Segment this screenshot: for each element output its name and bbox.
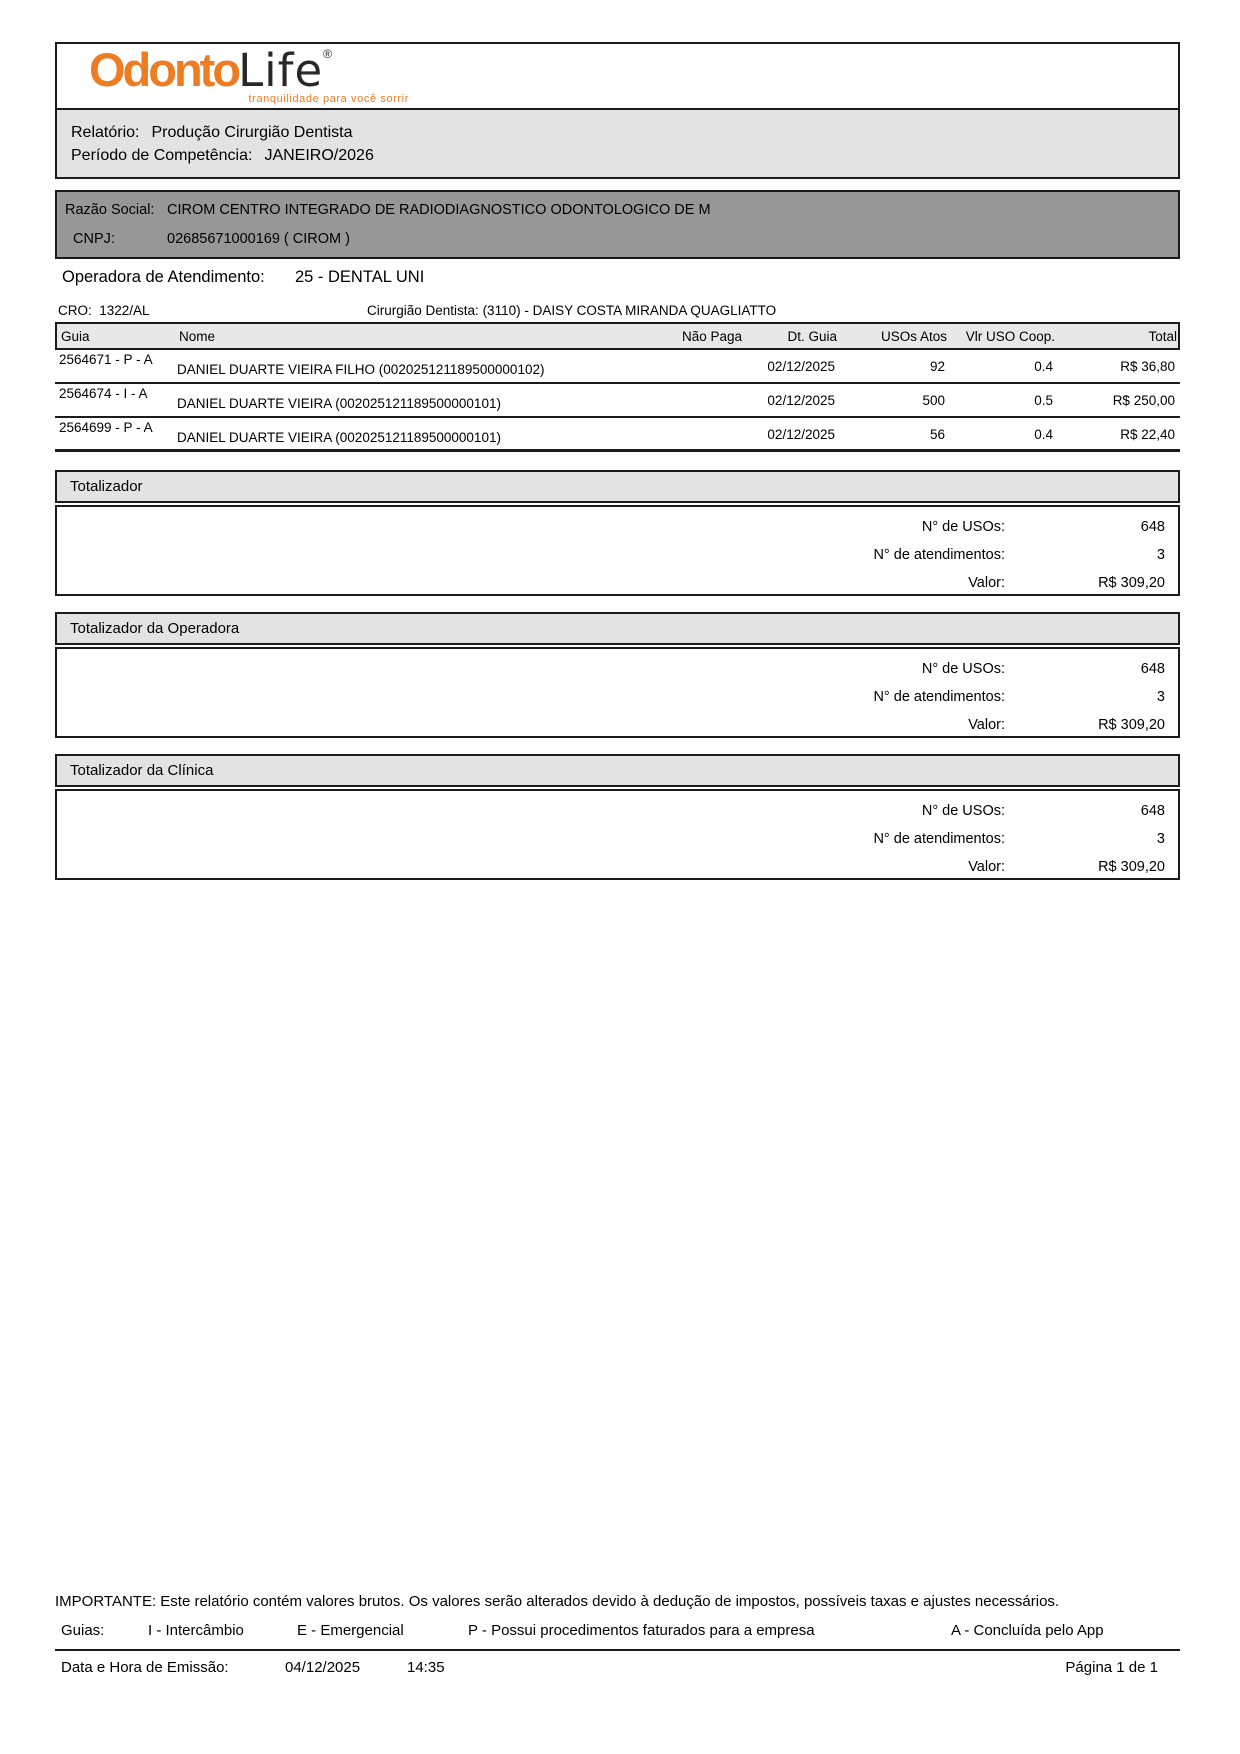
registered-trademark-icon: ® [323, 47, 333, 61]
cell-vlr-uso: 0.4 [1034, 427, 1053, 442]
cell-nao-paga [595, 384, 745, 416]
cell-usos-atos: 92 [929, 359, 945, 374]
totalizer-row-value: R$ 309,20 [1098, 859, 1165, 875]
cro-label: CRO: [58, 303, 92, 318]
operadora-value: 25 - DENTAL UNI [295, 268, 425, 286]
totalizer-row-label: N° de USOs: [921, 519, 1005, 535]
totalizer-row-value: R$ 309,20 [1098, 717, 1165, 733]
totalizer-row [57, 797, 1178, 825]
odontolife-logo [89, 43, 409, 105]
dentist-label: Cirurgião Dentista: [367, 303, 479, 318]
col-header-total: Total [1148, 328, 1177, 344]
totalizer-row-label: N° de atendimentos: [873, 831, 1005, 847]
report-info-panel [57, 108, 1178, 177]
emission-label: Data e Hora de Emissão: [61, 1659, 229, 1676]
guias-legend-label: Guias: [61, 1622, 105, 1639]
cell-nome: DANIEL DUARTE VIEIRA FILHO (002025121189500000102) [177, 362, 545, 377]
totalizer-row [57, 655, 1178, 683]
totalizer-row [57, 683, 1178, 711]
page-number: Página 1 de 1 [1065, 1659, 1158, 1676]
table-header-row [55, 322, 1180, 350]
razao-social-line [65, 202, 1168, 218]
col-header-vlr-uso-coop: Vlr USO Coop. [965, 328, 1055, 344]
company-box [55, 190, 1180, 259]
logo-area [57, 44, 1178, 108]
important-note: IMPORTANTE: Este relatório contém valores brutos. Os valores serão alterados devido à dedução de impostos, possíveis taxas e ajustes necessários. [55, 1593, 1060, 1610]
cell-total: R$ 22,40 [1120, 427, 1175, 442]
col-header-nao-paga: Não Paga [681, 328, 742, 344]
totalizer-row-label: Valor: [968, 859, 1005, 875]
cell-guia: 2564671 - P - A [59, 352, 153, 367]
totalizer-body [55, 789, 1180, 880]
totalizer-general [55, 470, 1180, 596]
razao-social-value: CIROM CENTRO INTEGRADO DE RADIODIAGNOSTICO ODONTOLOGICO DE M [167, 202, 711, 218]
cell-usos-atos: 500 [922, 393, 945, 408]
footer-divider [55, 1649, 1180, 1651]
totalizer-body [55, 647, 1180, 738]
cnpj-line [65, 231, 1168, 247]
cell-nao-paga [595, 350, 745, 382]
table-row [55, 384, 1180, 418]
cell-dt-guia: 02/12/2025 [767, 359, 835, 374]
cell-guia: 2564674 - I - A [59, 386, 148, 401]
totalizer-row [57, 711, 1178, 739]
period-value: JANEIRO/2026 [264, 147, 374, 164]
legend-item-possui-procedimentos: P - Possui procedimentos faturados para a empresa [468, 1622, 815, 1639]
totalizer-row [57, 541, 1178, 569]
totalizer-body [55, 505, 1180, 596]
period-label: Período de Competência: [71, 147, 253, 164]
emission-row [55, 1659, 1180, 1681]
table-row [55, 350, 1180, 384]
cro-row [58, 303, 1180, 318]
totalizer-row-label: N° de atendimentos: [873, 547, 1005, 563]
page-footer [55, 1589, 1180, 1681]
totalizer-row-value: 648 [1140, 661, 1165, 677]
col-header-nome: Nome [179, 328, 216, 344]
totalizer-row-label: Valor: [968, 575, 1005, 591]
totalizer-clinica [55, 754, 1180, 880]
totalizer-row-label: N° de USOs: [921, 803, 1005, 819]
totalizer-row-value: 648 [1140, 803, 1165, 819]
legend-item-intercambio: I - Intercâmbio [148, 1622, 244, 1639]
totalizer-row-label: Valor: [968, 717, 1005, 733]
col-header-dt-guia: Dt. Guia [787, 328, 837, 344]
totalizer-row-label: N° de USOs: [921, 661, 1005, 677]
cell-usos-atos: 56 [929, 427, 945, 442]
report-period-line [71, 147, 1164, 165]
report-title-line [71, 124, 1164, 142]
totalizer-row [57, 853, 1178, 881]
totalizer-operadora [55, 612, 1180, 738]
razao-social-label: Razão Social: [65, 202, 155, 218]
totalizer-title: Totalizador da Operadora [55, 612, 1180, 645]
cell-nao-paga [595, 418, 745, 449]
emission-date: 04/12/2025 [285, 1659, 361, 1676]
totalizer-row [57, 825, 1178, 853]
cell-total: R$ 250,00 [1112, 393, 1175, 408]
dentist-line [367, 303, 776, 318]
cell-nome: DANIEL DUARTE VIEIRA (002025121189500000101) [177, 396, 501, 411]
logo-brand-odonto: Odonto [89, 43, 239, 96]
totalizer-row-value: 3 [1156, 547, 1165, 563]
dentist-value: (3110) - DAISY COSTA MIRANDA QUAGLIATTO [482, 303, 777, 318]
cell-vlr-uso: 0.4 [1034, 359, 1053, 374]
cell-dt-guia: 02/12/2025 [767, 427, 835, 442]
cell-vlr-uso: 0.5 [1034, 393, 1053, 408]
col-header-usos-atos: USOs Atos [880, 328, 947, 344]
cnpj-label: CNPJ: [73, 231, 115, 247]
guides-table [55, 322, 1180, 452]
logo-brand-life: Life [238, 44, 324, 97]
totalizer-row-value: 648 [1140, 519, 1165, 535]
legend-item-concluida-app: A - Concluída pelo App [951, 1622, 1104, 1639]
cell-total: R$ 36,80 [1120, 359, 1175, 374]
totalizer-title: Totalizador [55, 470, 1180, 503]
totalizer-row [57, 569, 1178, 597]
emission-time: 14:35 [407, 1659, 445, 1676]
logo-tagline: tranquilidade para você sorrir [248, 93, 409, 105]
operadora-label: Operadora de Atendimento: [62, 268, 265, 286]
report-title: Produção Cirurgião Dentista [151, 124, 353, 141]
col-header-guia: Guia [61, 328, 90, 344]
legend-item-emergencial: E - Emergencial [297, 1622, 404, 1639]
totalizer-row-value: 3 [1156, 831, 1165, 847]
cell-dt-guia: 02/12/2025 [767, 393, 835, 408]
cell-guia: 2564699 - P - A [59, 420, 153, 435]
operadora-row [62, 268, 424, 287]
cnpj-value: 02685671000169 ( CIROM ) [167, 231, 350, 247]
totalizer-row-value: 3 [1156, 689, 1165, 705]
header-box [55, 42, 1180, 179]
totalizer-row [57, 513, 1178, 541]
cro-value: 1322/AL [99, 303, 150, 318]
totalizer-row-label: N° de atendimentos: [873, 689, 1005, 705]
totalizer-row-value: R$ 309,20 [1098, 575, 1165, 591]
guias-legend-row [55, 1622, 1180, 1646]
report-label: Relatório: [71, 124, 140, 141]
cell-nome: DANIEL DUARTE VIEIRA (002025121189500000101) [177, 430, 501, 445]
table-row [55, 418, 1180, 452]
totalizer-title: Totalizador da Clínica [55, 754, 1180, 787]
